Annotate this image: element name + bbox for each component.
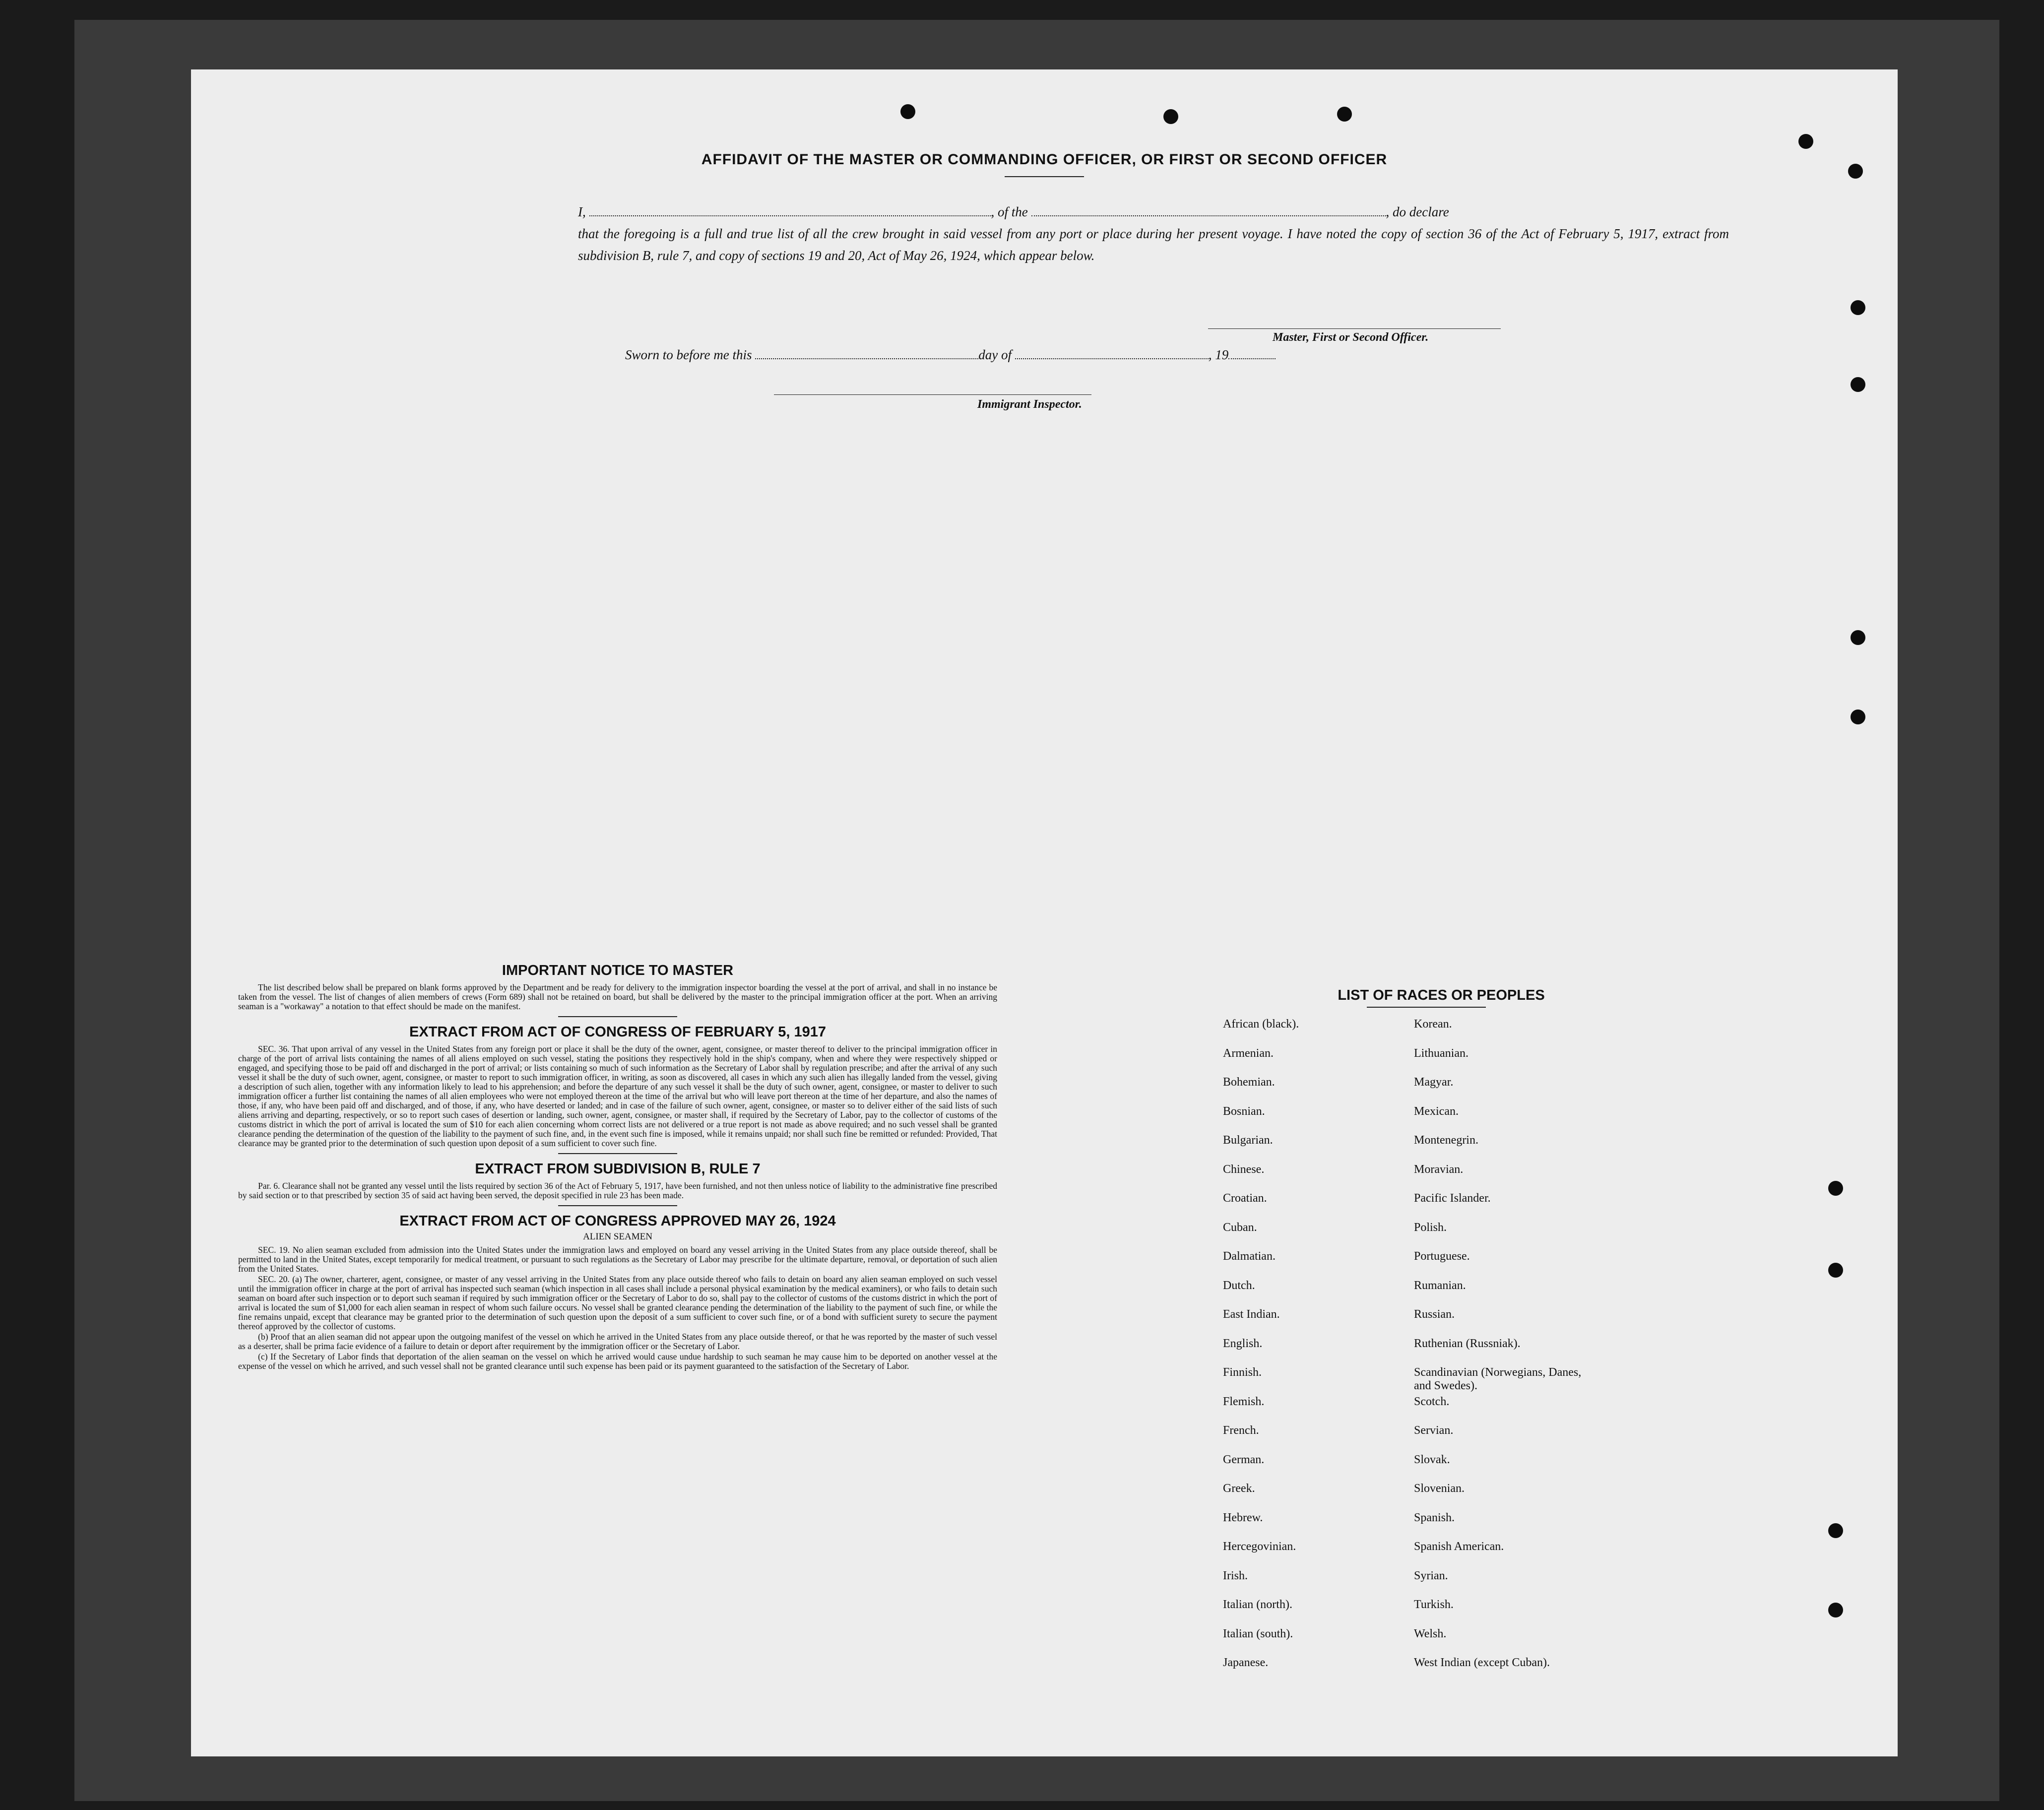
- punch-hole: [1851, 630, 1865, 645]
- race-item: Croatian.: [1223, 1192, 1267, 1205]
- race-item: Bohemian.: [1223, 1076, 1275, 1089]
- affidavit-title: AFFIDAVIT OF THE MASTER OR COMMANDING OFFICER, OR FIRST OR SECOND OFFICER: [701, 151, 1388, 168]
- master-signature-label: Master, First or Second Officer.: [1273, 331, 1429, 344]
- extract-rule7-text: Par. 6. Clearance shall not be granted any vessel until the lists required by section 36 of the Act of February 5, 1917, have been furnished, and not then unless notice of liability to the administrative fine prescribed by said section or to that prescribed by section 35 of said act having been served, the deposit specified in rule 23 has been made.: [238, 1181, 997, 1200]
- sworn-label: Sworn to before me this: [625, 347, 752, 362]
- inspector-label: Immigrant Inspector.: [977, 398, 1082, 411]
- race-item: East Indian.: [1223, 1308, 1280, 1321]
- race-item: Scandinavian (Norwegians, Danes, and Swedes).: [1414, 1366, 1582, 1392]
- race-item: Portuguese.: [1414, 1250, 1470, 1263]
- race-item: Polish.: [1414, 1221, 1447, 1234]
- punch-hole: [1337, 107, 1352, 122]
- race-item: Syrian.: [1414, 1569, 1448, 1582]
- race-item: Flemish.: [1223, 1395, 1265, 1408]
- year-field[interactable]: [1228, 358, 1276, 359]
- punch-hole: [1828, 1603, 1843, 1617]
- sec-20a-text: SEC. 20. (a) The owner, charterer, agent, consignee, or master of any vessel arriving in the United States from any place outside thereof who fails to detain on board any alien seaman employed on such vessel until the immigration officer in charge at the port of arrival has inspected such seaman (which inspection in all cases shall include a personal physical examination by the medical examiners), or who fails to detain such seaman on board after such inspection or to deport such seaman if required by such immigration officer or the Secretary of Labor to do so, shall pay to the collector of customs of the customs district in which the port of arrival is located the sum of $1,000 for each alien seaman in respect of whom such failure occurs. No vessel shall be granted clearance pending the determination of the liability to the payment of such fine, or while the fine remains unpaid, except that clearance may be granted prior to the determination of such question upon the deposit of a sum sufficient to cover such fine, or of a bond with sufficient surety to secure the payment thereof approved by the collector of customs.: [238, 1274, 997, 1331]
- divider: [558, 1153, 677, 1154]
- race-item: West Indian (except Cuban).: [1414, 1656, 1550, 1669]
- race-item: Japanese.: [1223, 1656, 1269, 1669]
- race-item: Finnish.: [1223, 1366, 1262, 1379]
- race-item: Pacific Islander.: [1414, 1192, 1491, 1205]
- of-the-label: , of the: [991, 204, 1028, 219]
- name-field[interactable]: [589, 215, 991, 216]
- race-item: French.: [1223, 1424, 1259, 1437]
- punch-hole: [1851, 300, 1865, 315]
- notice-text: The list described below shall be prepared on blank forms approved by the Department and be ready for delivery to the immigration inspector boarding the vessel at the port of arrival, and shall in no instance be taken from the vessel. The list of changes of alien members of crews (Form 689) shall not be retained on board, but shall be delivered by the master to the principal immigration officer at the port. When an arriving seaman is a "workaway" a notation to that effect should be made on the manifest.: [238, 982, 997, 1011]
- divider: [1367, 1007, 1486, 1008]
- race-item: Moravian.: [1414, 1163, 1464, 1176]
- extract-1917-title: EXTRACT FROM ACT OF CONGRESS OF FEBRUARY 5, 1917: [409, 1024, 827, 1040]
- declaration-line: [578, 201, 1729, 223]
- affidavit-statement: that the foregoing is a full and true list of all the crew brought in said vessel from any port or place during her present voyage. I have noted the copy of section 36 of the Act of February 5, 1917, extract from subdivision B, rule 7, and copy of sections 19 and 20, Act of May 26, 1924, which appear below.: [578, 226, 1729, 263]
- master-signature-line[interactable]: [1208, 328, 1501, 329]
- race-item: Turkish.: [1414, 1598, 1454, 1611]
- race-item: Hebrew.: [1223, 1511, 1263, 1524]
- race-item: Slovak.: [1414, 1453, 1450, 1466]
- race-item: Servian.: [1414, 1424, 1454, 1437]
- race-item: Cuban.: [1223, 1221, 1257, 1234]
- i-label: I,: [578, 204, 586, 219]
- notice-column: [238, 963, 997, 1372]
- title-rule: [1005, 176, 1084, 177]
- race-item: Rumanian.: [1414, 1279, 1466, 1292]
- punch-hole: [1163, 109, 1178, 124]
- punch-hole: [900, 104, 915, 119]
- race-item: Bosnian.: [1223, 1104, 1265, 1118]
- race-item: Mexican.: [1414, 1104, 1459, 1118]
- race-item: Montenegrin.: [1414, 1134, 1478, 1147]
- race-item: Dutch.: [1223, 1279, 1255, 1292]
- punch-hole: [1851, 710, 1865, 724]
- extract-1917-text: SEC. 36. That upon arrival of any vessel in the United States from any foreign port or place it shall be the duty of the owner, agent, consignee, or master thereof to deliver to the principal immigration officer in charge of the port of arrival lists containing the names of all aliens employed on such vessel, stating the positions they respectively hold in the ship's company, when and where they were respectively shipped or engaged, and specifying those to be paid off and discharged in the port of arrival; or lists containing so much of such information as the Secretary of Labor shall by regulation prescribe; and after the arrival of any such vessel it shall be the duty of such owner, agent, consignee, or master to report to such immigration officer, in writing, as soon as discovered, all cases in which any such alien has illegally landed from the vessel, giving a description of such alien, together with any information likely to lead to his apprehension; and before the departure of any such vessel it shall be the duty of such owner, agent, consignee, or master to deliver to such immigration officer a further list containing the names of all alien employees who were not employed thereon at the time of the arrival but who will leave port thereon at the time of her departure, and also the names of those, if any, who have been paid off and discharged, and of those, if any, who have deserted or landed; and in case of the failure of such owner, agent, consignee, or master so to deliver either of the said lists of such aliens arriving and departing, respectively, or so to report such cases of desertion or landing, such owner, agent, consignee, or master shall, if required by the Secretary of Labor, pay to the collector of customs of the customs district in which the port of arrival is located the sum of $10 for each alien concerning whom correct lists are not delivered or a true report is not made as above required; and no such vessel shall be granted clearance pending the determination of the question of the liability to the payment of such fine, and, in the event such fine is imposed, while it remains unpaid; nor shall such fine be remitted or refunded: Provided, That clearance may be granted prior to the determination of such question upon deposit of a sum sufficient to cover such fine.: [238, 1044, 997, 1148]
- day-field[interactable]: [755, 358, 978, 359]
- race-item: Spanish American.: [1414, 1540, 1504, 1553]
- vessel-field[interactable]: [1031, 215, 1386, 216]
- sec-19-text: SEC. 19. No alien seaman excluded from admission into the United States under the immigration laws and employed on board any vessel arriving in the United States from any place outside thereof, shall be permitted to land in the United States, except temporarily for medical treatment, or pursuant to such regulations as the Secretary of Labor may prescribe for the ultimate departure, removal, or deportation of such alien from the United States.: [238, 1245, 997, 1274]
- race-item: Russian.: [1414, 1308, 1455, 1321]
- day-of-label: day of: [978, 347, 1012, 362]
- month-field[interactable]: [1015, 358, 1209, 359]
- punch-hole: [1828, 1523, 1843, 1538]
- race-item: Irish.: [1223, 1569, 1248, 1582]
- race-item: Italian (north).: [1223, 1598, 1292, 1611]
- race-item: Armenian.: [1223, 1046, 1274, 1060]
- race-item: Spanish.: [1414, 1511, 1455, 1524]
- document-page: [191, 69, 1898, 1756]
- race-item: Chinese.: [1223, 1163, 1265, 1176]
- inspector-signature-line[interactable]: [774, 394, 1091, 395]
- affidavit-body: [578, 201, 1729, 266]
- do-declare-label: , do declare: [1386, 204, 1449, 219]
- divider: [558, 1205, 677, 1206]
- divider: [558, 1016, 677, 1017]
- race-item: Hercegovinian.: [1223, 1540, 1296, 1553]
- punch-hole: [1851, 377, 1865, 392]
- extract-1924-title: EXTRACT FROM ACT OF CONGRESS APPROVED MAY 26, 1924: [399, 1213, 836, 1229]
- extract-rule7-title: EXTRACT FROM SUBDIVISION B, RULE 7: [475, 1161, 761, 1177]
- race-item: Italian (south).: [1223, 1627, 1293, 1640]
- punch-hole: [1828, 1263, 1843, 1278]
- race-item: Welsh.: [1414, 1627, 1447, 1640]
- race-item: German.: [1223, 1453, 1265, 1466]
- alien-seamen-subtitle: ALIEN SEAMEN: [583, 1231, 652, 1242]
- race-item: Magyar.: [1414, 1076, 1454, 1089]
- race-item: Korean.: [1414, 1018, 1452, 1031]
- races-title: LIST OF RACES OR PEOPLES: [1338, 987, 1545, 1003]
- sworn-line: [625, 347, 1276, 363]
- race-item: African (black).: [1223, 1018, 1299, 1031]
- race-item: Lithuanian.: [1414, 1046, 1469, 1060]
- race-item: English.: [1223, 1337, 1263, 1350]
- year-prefix: , 19: [1208, 347, 1229, 362]
- race-item: Ruthenian (Russniak).: [1414, 1337, 1521, 1350]
- sec-20b-text: (b) Proof that an alien seaman did not appear upon the outgoing manifest of the vessel on which he arrived in the United States from any place outside thereof, or that he was reported by the master of such vessel as a deserter, shall be prima facie evidence of a failure to detain or deport after requirement by the immigration officer or the Secretary of Labor.: [238, 1332, 997, 1351]
- race-item: Slovenian.: [1414, 1482, 1465, 1495]
- races-list: [1223, 987, 1660, 1669]
- race-item: Scotch.: [1414, 1395, 1450, 1408]
- notice-title: IMPORTANT NOTICE TO MASTER: [502, 963, 734, 978]
- race-item: Greek.: [1223, 1482, 1255, 1495]
- race-item: Dalmatian.: [1223, 1250, 1276, 1263]
- race-item: Bulgarian.: [1223, 1134, 1273, 1147]
- sec-20c-text: (c) If the Secretary of Labor finds that deportation of the alien seaman on the vessel on which he arrived would cause undue hardship to such seaman he may cause him to be deported on another vessel at the expense of the vessel on which he arrived, and such vessel shall not be granted clearance until such expense has been paid or its payment guaranteed to the satisfaction of the Secretary of Labor.: [238, 1352, 997, 1371]
- punch-hole: [1798, 134, 1813, 149]
- punch-hole: [1828, 1181, 1843, 1196]
